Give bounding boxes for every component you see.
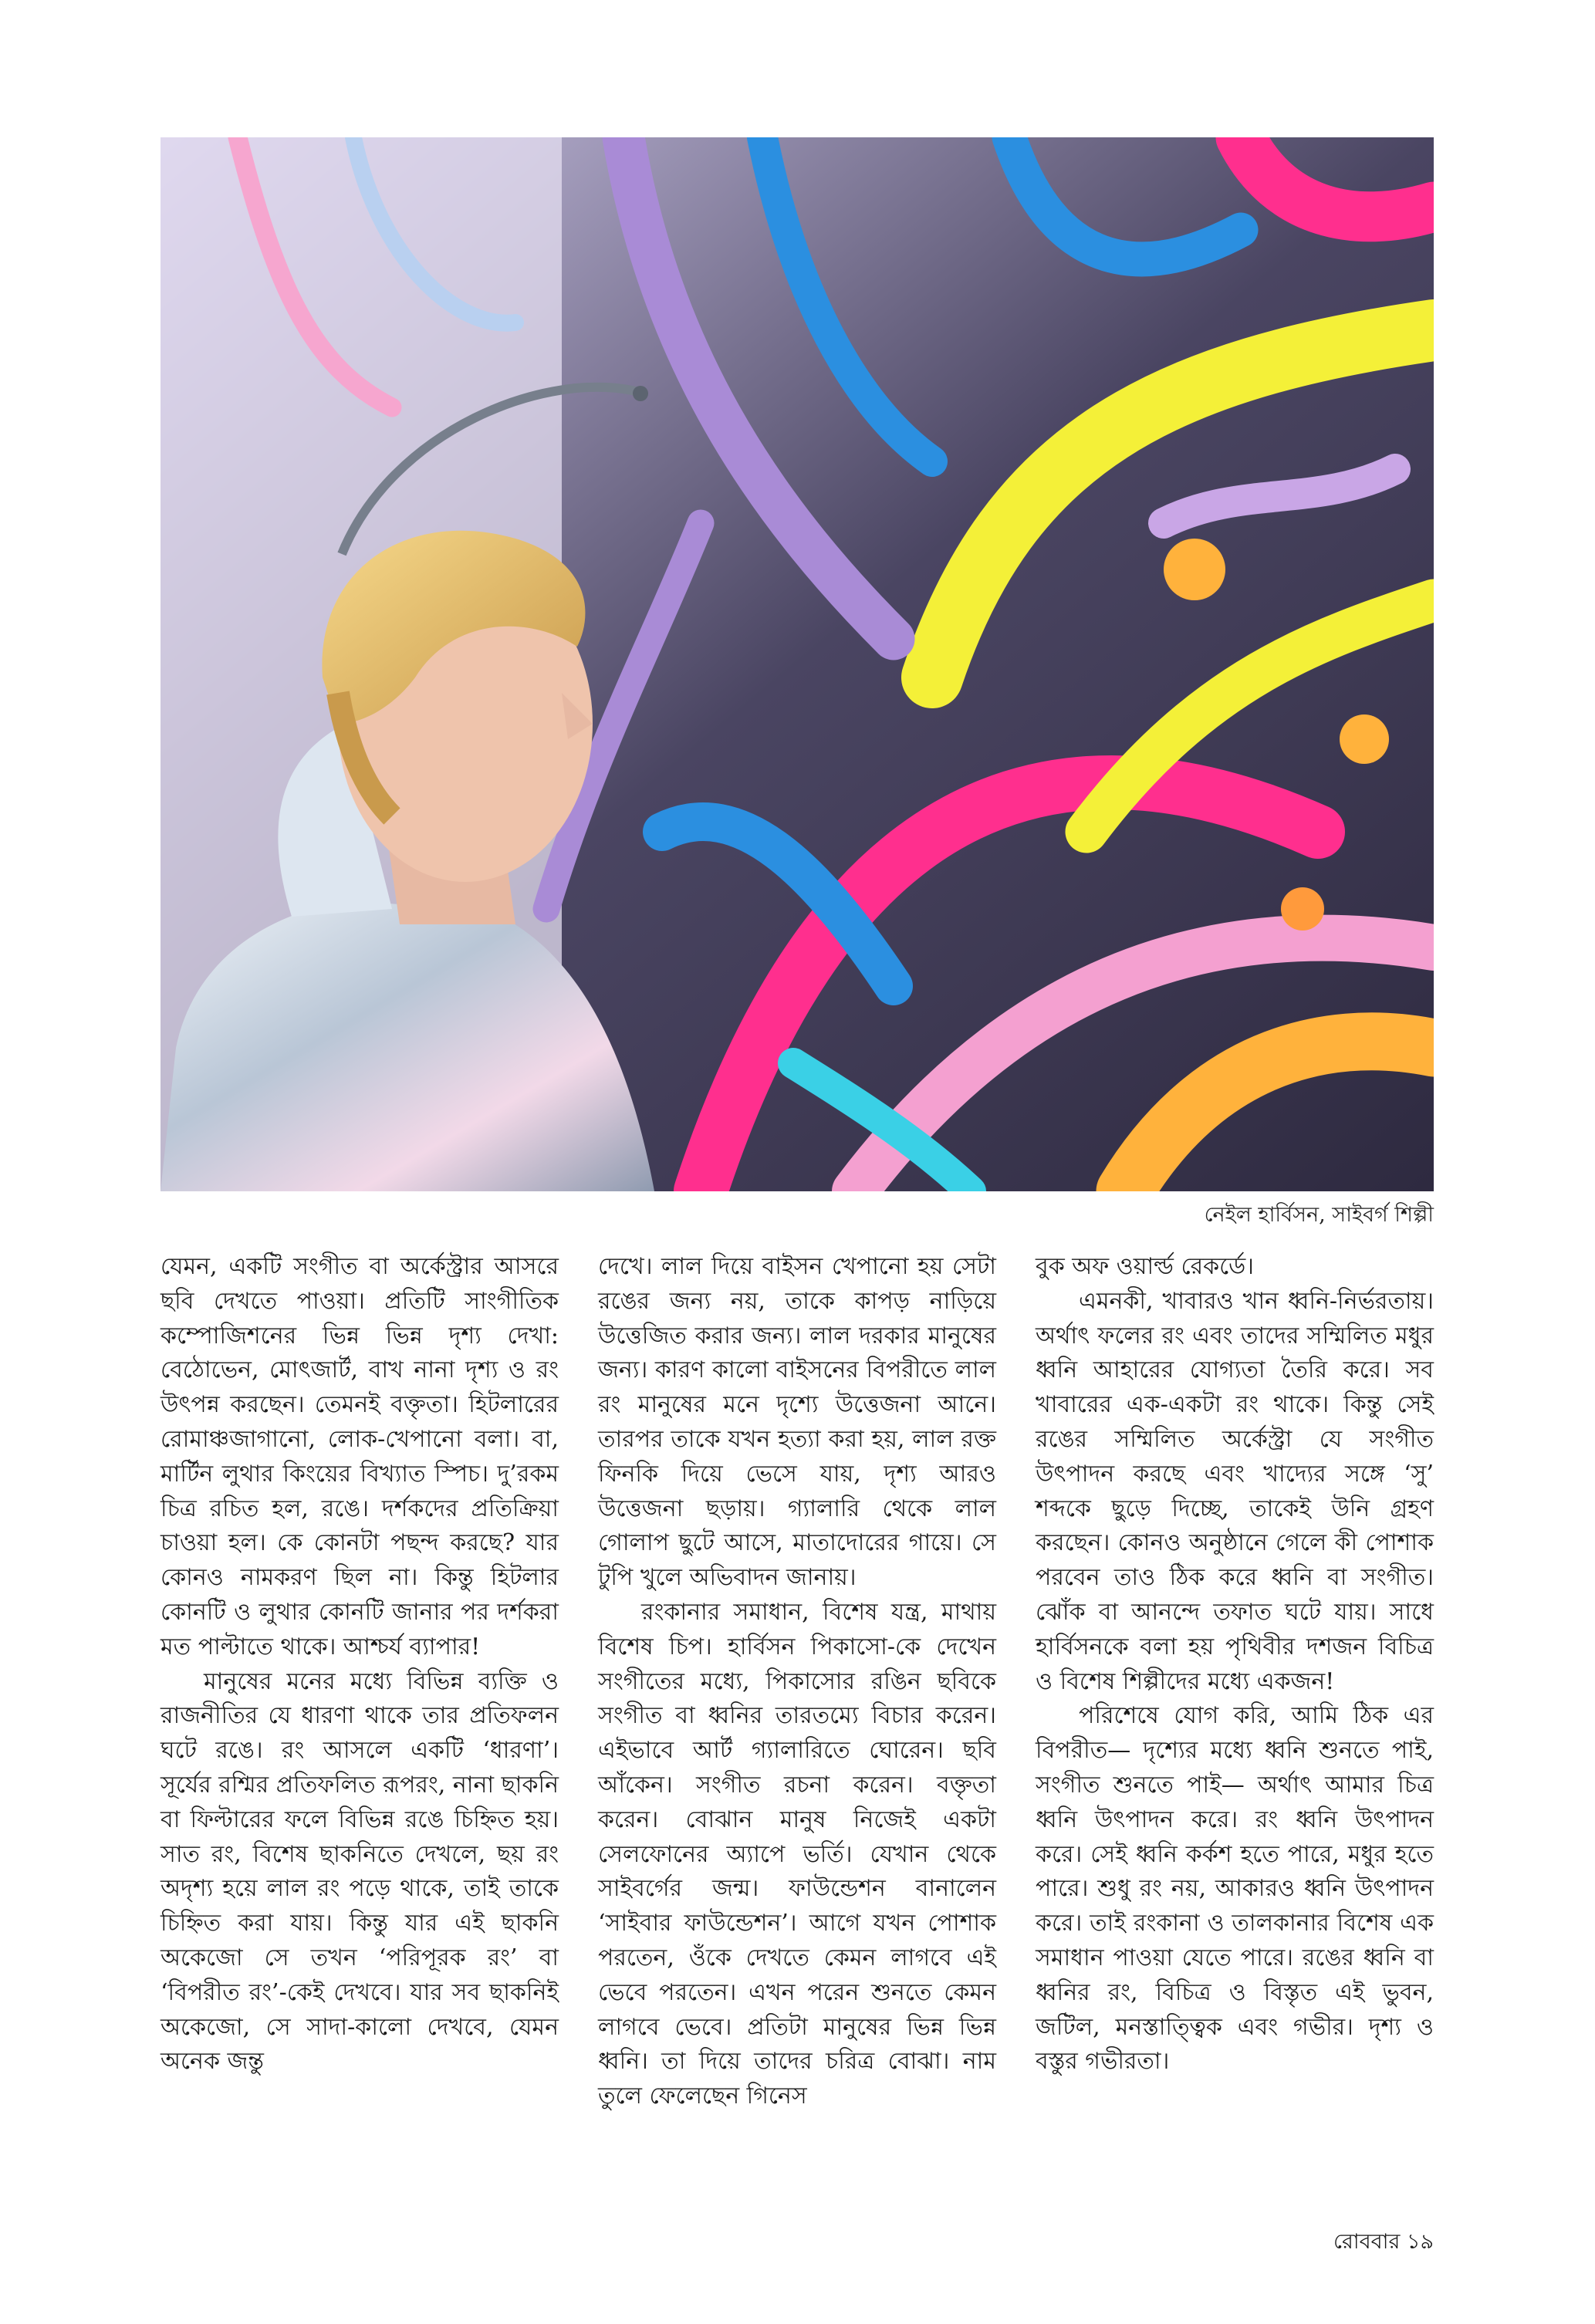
paragraph: যেমন, একটি সংগীত বা অর্কেস্ট্রার আসরে ছবি দেখতে পাওয়া। প্রতিটি সাংগীতিক কম্পোজিশনের ভিন্ন ভিন্ন দৃশ্য দেখা: বেঠোভেন, মোৎজার্ট, বাখ নানা দৃশ্য ও রং উৎপন্ন করছেন। তেমনই বক্তৃতা। হিটলারের রোমাঞ্চজাগানো, লোক-খেপানো বলা। বা, মার্টিন লুথার কিংয়ের বিখ্যাত স্পিচ। দু’রকম চিত্র রচিত হল, রঙে। দর্শকদের প্রতিক্রিয়া চাওয়া হল। কে কোনটা পছন্দ করছে? যার কোনও নামকরণ ছিল না। কিন্তু হিটলার কোনটি ও লুথার কোনটি জানার পর দর্শকরা মত পাল্টাতে থাকে। আশ্চর্য ব্যাপার!	[161, 1253, 559, 1660]
column-2	[598, 1250, 996, 2176]
paragraph: দেখে। লাল দিয়ে বাইসন খেপানো হয় সেটা রঙের জন্য নয়, তাকে কাপড় নাড়িয়ে উত্তেজিত করার জন্য। লাল দরকার মানুষের জন্য। কারণ কালো বাইসনের বিপরীতে লাল রং মানুষের মনে দৃশ্যে উত্তেজনা আনে। তারপর তাকে যখন হত্যা করা হয়, লাল রক্ত ফিনকি দিয়ে ভেসে যায়, দৃশ্য আরও উত্তেজনা ছড়ায়। গ্যালারি থেকে লাল গোলাপ ছুটে আসে, মাতাদোরের গায়ে। সে টুপি খুলে অভিবাদন জানায়।	[598, 1253, 996, 1592]
column-1	[161, 1250, 559, 2176]
column-3	[1036, 1250, 1434, 2176]
graffiti-portrait-image	[161, 137, 1434, 1191]
photo-caption: নেইল হার্বিসন, সাইবর্গ শিল্পী	[1204, 1203, 1434, 1227]
paragraph: বুক অফ ওয়ার্ল্ড রেকর্ডে।	[1036, 1253, 1254, 1280]
page-footer	[1157, 2226, 1434, 2261]
paragraph: মানুষের মনের মধ্যে বিভিন্ন ব্যক্তি ও রাজনীতির যে ধারণা থাকে তার প্রতিফলন ঘটে রঙে। রং আসলে একটি ‘ধারণা’। সূর্যের রশ্মির প্রতিফলিত রূপরং, নানা ছাকনি বা ফিল্টারের ফলে বিভিন্ন রঙে চিহ্নিত হয়। সাত রং, বিশেষ ছাকনিতে দেখলে, ছয় রং অদৃশ্য হয়ে লাল রং পড়ে থাকে, তাই তাকে চিহ্নিত করা যায়। কিন্তু যার এই ছাকনি অকেজো সে তখন ‘পরিপূরক রং’ বা ‘বিপরীত রং’-কেই দেখবে। যার সব ছাকনিই অকেজো, সে সাদা-কালো দেখবে, যেমন অনেক জন্তু	[161, 1667, 559, 2076]
paragraph: রংকানার সমাধান, বিশেষ যন্ত্র, মাথায় বিশেষ চিপ। হার্বিসন পিকাসো-কে দেখেন সংগীতের মধ্যে, পিকাসোর রঙিন ছবিকে সংগীত বা ধ্বনির তারতম্যে বিচার করেন। এইভাবে আর্ট গ্যালারিতে ঘোরেন। ছবি আঁকেন। সংগীত রচনা করেন। বক্তৃতা করেন। বোঝান মানুষ নিজেই একটা সেলফোনের অ্যাপে ভর্তি। যেখান থেকে সাইবর্গের জন্ম। ফাউন্ডেশন বানালেন ‘সাইবার ফাউন্ডেশন’। আগে যখন পোশাক পরতেন, ওঁকে দেখতে কেমন লাগবে এই ভেবে পরতেন। এখন পরেন শুনতে কেমন লাগবে ভেবে। প্রতিটা মানুষের ভিন্ন ভিন্ন ধ্বনি। তা দিয়ে তাদের চরিত্র বোঝা। নাম তুলে ফেলেছেন গিনেস	[598, 1598, 996, 2110]
paragraph: পরিশেষে যোগ করি, আমি ঠিক এর বিপরীত— দৃশ্যের মধ্যে ধ্বনি শুনতে পাই, সংগীত শুনতে পাই— অর্থাৎ আমার চিত্র ধ্বনি উৎপাদন করে। রং ধ্বনি উৎপাদন করে। সেই ধ্বনি কর্কশ হতে পারে, মধুর হতে পারে। শুধু রং নয়, আকারও ধ্বনি উৎপাদন করে। তাই রংকানা ও তালকানার বিশেষ এক সমাধান পাওয়া যেতে পারে। রঙের ধ্বনি বা ধ্বনির রং, বিচিত্র ও বিস্তৃত এই ভুবন, জটিল, মনস্তাত্ত্বিক এবং গভীর। দৃশ্য ও বস্তুর গভীরতা।	[1036, 1702, 1434, 2076]
magazine-name: রোববার	[1333, 2230, 1401, 2254]
paragraph: এমনকী, খাবারও খান ধ্বনি-নির্ভরতায়। অর্থাৎ ফলের রং এবং তাদের সম্মিলিত মধুর ধ্বনি আহারের যোগ্যতা তৈরি করে। সব খাবারের এক-একটা রং থাকে। কিন্তু সেই রঙের সম্মিলিত অর্কেস্ট্রা যে সংগীত উৎপাদন করছে এবং খাদ্যের সঙ্গে ‘সু’ শব্দকে ছুড়ে দিচ্ছে, তাকেই উনি গ্রহণ করছেন। কোনও অনুষ্ঠানে গেলে কী পোশাক পরবেন তাও ঠিক করে ধ্বনি বা সংগীত। ঝোঁক বা আনন্দে তফাত ঘটে যায়। সাধে হার্বিসনকে বলা হয় পৃথিবীর দশজন বিচিত্র ও বিশেষ শিল্পীদের মধ্যে একজন!	[1036, 1287, 1434, 1695]
article-photo	[161, 137, 1434, 1191]
page-number: ১৯	[1406, 2230, 1434, 2254]
article-body	[161, 1250, 1434, 2176]
